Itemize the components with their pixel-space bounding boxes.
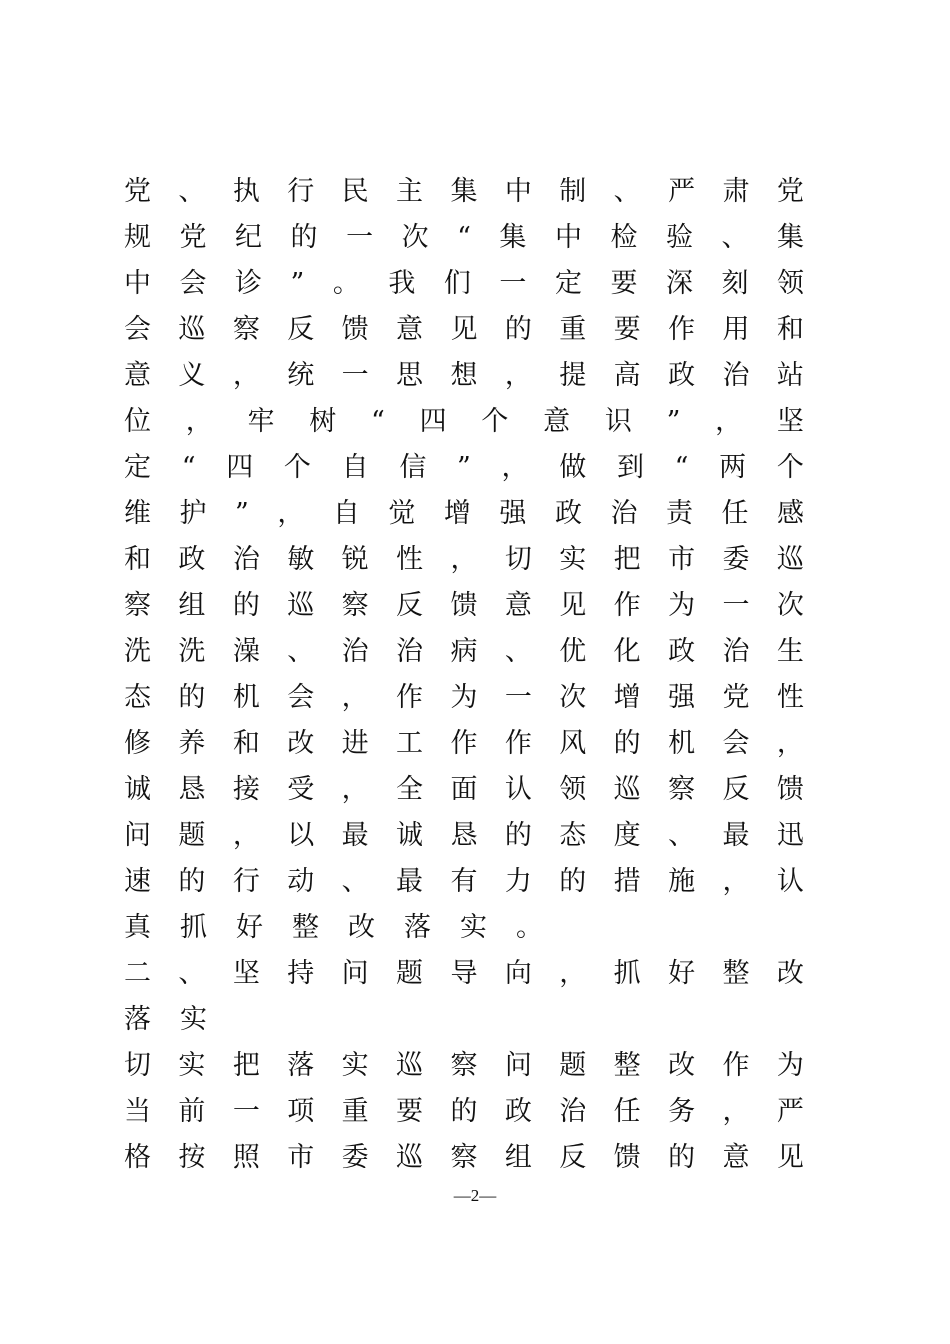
text-line: 规 党 纪 的 一 次 “ 集 中 检 验 、 集 xyxy=(124,222,804,253)
text-line: 中 会 诊 ” 。 我 们 一 定 要 深 刻 领 xyxy=(124,268,804,299)
text-line: 当 前 一 项 重 要 的 政 治 任 务 ， 严 xyxy=(124,1096,804,1127)
text-line: 态 的 机 会 ， 作 为 一 次 增 强 党 性 xyxy=(124,682,804,713)
text-line: 维 护 ” ， 自 觉 增 强 政 治 责 任 感 xyxy=(124,498,804,529)
text-line: 察 组 的 巡 察 反 馈 意 见 作 为 一 次 xyxy=(124,590,804,621)
text-line: 真 抓 好 整 改 落 实 。 xyxy=(124,912,543,943)
body-text xyxy=(124,169,804,1181)
text-line: 洗 洗 澡 、 治 治 病 、 优 化 政 治 生 xyxy=(124,636,804,667)
text-line: 意 义 ， 统 一 思 想 ， 提 高 政 治 站 xyxy=(124,360,804,391)
text-line: 会 巡 察 反 馈 意 见 的 重 要 作 用 和 xyxy=(124,314,804,345)
text-line: 党 、 执 行 民 主 集 中 制 、 严 肃 党 xyxy=(124,176,804,207)
text-line: 修 养 和 改 进 工 作 作 风 的 机 会 ， xyxy=(124,728,804,759)
text-line: 速 的 行 动 、 最 有 力 的 措 施 ， 认 xyxy=(124,866,804,897)
text-line: 位 ， 牢 树 “ 四 个 意 识 ” ， 坚 xyxy=(124,406,804,437)
text-line: 诚 恳 接 受 ， 全 面 认 领 巡 察 反 馈 xyxy=(124,774,804,805)
text-line: 问 题 ， 以 最 诚 恳 的 态 度 、 最 迅 xyxy=(124,820,804,851)
text-line: 定 “ 四 个 自 信 ” ， 做 到 “ 两 个 xyxy=(124,452,804,483)
section-heading-line: 二 、 坚 持 问 题 导 向 ， 抓 好 整 改 xyxy=(124,958,804,989)
text-line: 切 实 把 落 实 巡 察 问 题 整 改 作 为 xyxy=(124,1050,804,1081)
page-number: —2— xyxy=(453,1186,497,1205)
section-heading-line: 落 实 xyxy=(124,1004,207,1035)
text-line: 和 政 治 敏 锐 性 ， 切 实 把 市 委 巡 xyxy=(124,544,804,575)
text-line: 格 按 照 市 委 巡 察 组 反 馈 的 意 见 xyxy=(124,1142,804,1173)
